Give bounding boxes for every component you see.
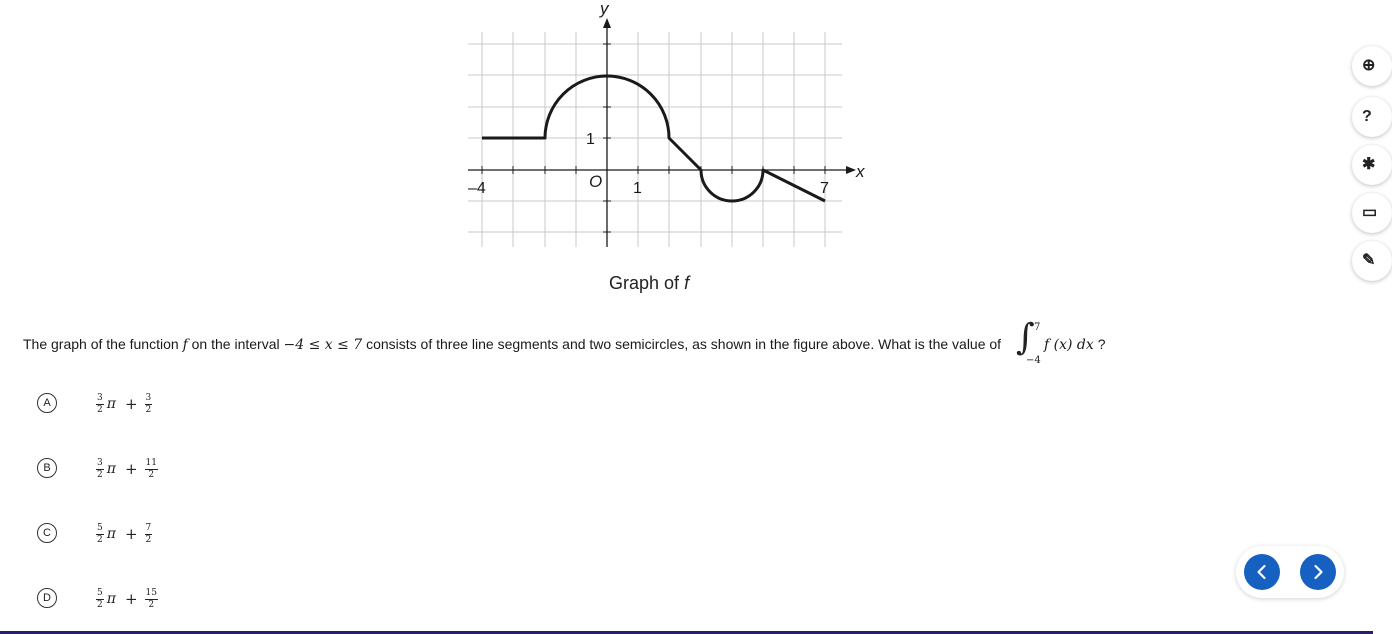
y-axis-arrow [603, 18, 611, 28]
choice-b-frac-2 [145, 459, 158, 480]
plus-symbol: + [124, 590, 138, 608]
choice-b[interactable] [37, 454, 337, 484]
choice-a[interactable] [37, 389, 337, 419]
pencil-icon: ✎ [1362, 252, 1376, 269]
choice-c-frac-1 [96, 524, 104, 545]
frac-num: 7 [145, 522, 152, 533]
frac-num: 11 [145, 457, 157, 468]
frac-den: 2 [148, 599, 155, 610]
choice-d-frac-2 [145, 589, 158, 610]
chevron-left-icon [1254, 564, 1270, 580]
settings-button[interactable] [1352, 145, 1392, 185]
frac-num: 3 [97, 392, 103, 403]
frac-den: 2 [145, 534, 152, 545]
question-text [23, 336, 1001, 353]
settings-icon: ✱ [1362, 156, 1376, 173]
frac-num: 3 [97, 457, 103, 468]
question-navigation [1236, 546, 1344, 598]
choice-a-letter[interactable]: A [37, 393, 57, 413]
frac-num: 5 [97, 587, 103, 598]
chevron-right-icon [1310, 564, 1326, 580]
pi-symbol: π [106, 461, 116, 477]
choice-a-frac-1 [96, 394, 104, 415]
next-button[interactable] [1300, 554, 1336, 590]
comment-button[interactable] [1352, 193, 1392, 233]
frac-den: 2 [97, 469, 103, 480]
integrand-text: f (x) dx [1044, 337, 1094, 353]
x-tick-label-1: 1 [633, 180, 642, 197]
graph-caption-text: Graph of [609, 273, 680, 293]
choice-d-expression[interactable] [95, 584, 159, 614]
choice-d-letter[interactable]: D [37, 588, 57, 608]
integral-lower-limit: −4 [1026, 355, 1041, 366]
choice-a-expression[interactable] [95, 389, 153, 419]
y-tick-label-1: 1 [586, 131, 595, 148]
x-tick-label-7: 7 [820, 180, 829, 197]
previous-button[interactable] [1244, 554, 1280, 590]
choice-b-letter[interactable]: B [37, 458, 57, 478]
plus-symbol: + [124, 395, 138, 413]
frac-den: 2 [148, 469, 155, 480]
choice-c-letter[interactable]: C [37, 523, 57, 543]
question-mark: ? [1097, 336, 1106, 352]
zoom-in-button[interactable] [1352, 46, 1392, 86]
zoom-in-icon: ⊕ [1362, 57, 1376, 74]
x-axis-arrow [846, 166, 856, 174]
question-interval: −4 ≤ x ≤ 7 [283, 337, 363, 353]
plus-symbol: + [124, 460, 138, 478]
choice-c-expression[interactable] [95, 519, 153, 549]
choice-b-expression[interactable] [95, 454, 159, 484]
integral-upper-limit: 7 [1034, 322, 1041, 333]
x-tick-label-neg4: –4 [468, 180, 486, 197]
frac-num: 5 [97, 522, 103, 533]
frac-den: 2 [97, 404, 103, 415]
question-func-var: f [182, 337, 188, 353]
question-text-part3: consists of three line segments and two semicircles, as shown in the figure above. What is the value of [366, 336, 1002, 352]
graph-caption [609, 273, 689, 294]
integral-sign: ∫ [1016, 317, 1035, 358]
frac-den: 2 [97, 599, 103, 610]
choice-d[interactable] [37, 584, 337, 614]
x-axis-label: x [856, 162, 865, 181]
question-text-part1: The graph of the function [23, 336, 179, 352]
plus-symbol: + [124, 525, 138, 543]
help-button[interactable] [1352, 97, 1392, 137]
choice-c-frac-2 [145, 524, 153, 545]
pi-symbol: π [106, 526, 116, 542]
integral-expression [1012, 317, 1122, 370]
help-icon: ? [1362, 108, 1372, 125]
frac-num: 15 [145, 587, 157, 598]
y-axis-label: y [600, 0, 609, 18]
graph-caption-var: f [684, 273, 690, 293]
frac-den: 2 [97, 534, 103, 545]
choice-a-frac-2 [145, 394, 153, 415]
integral-integrand [1044, 336, 1106, 353]
comment-icon: ▭ [1362, 204, 1378, 221]
function-graph [460, 0, 865, 265]
pi-symbol: π [106, 396, 116, 412]
choice-c[interactable] [37, 519, 337, 549]
choice-d-frac-1 [96, 589, 104, 610]
frac-den: 2 [145, 404, 152, 415]
pencil-button[interactable] [1352, 241, 1392, 281]
question-text-part2: on the interval [191, 336, 280, 352]
frac-num: 3 [145, 392, 152, 403]
pi-symbol: π [106, 591, 116, 607]
choice-b-frac-1 [96, 459, 104, 480]
origin-label: O [589, 172, 603, 191]
